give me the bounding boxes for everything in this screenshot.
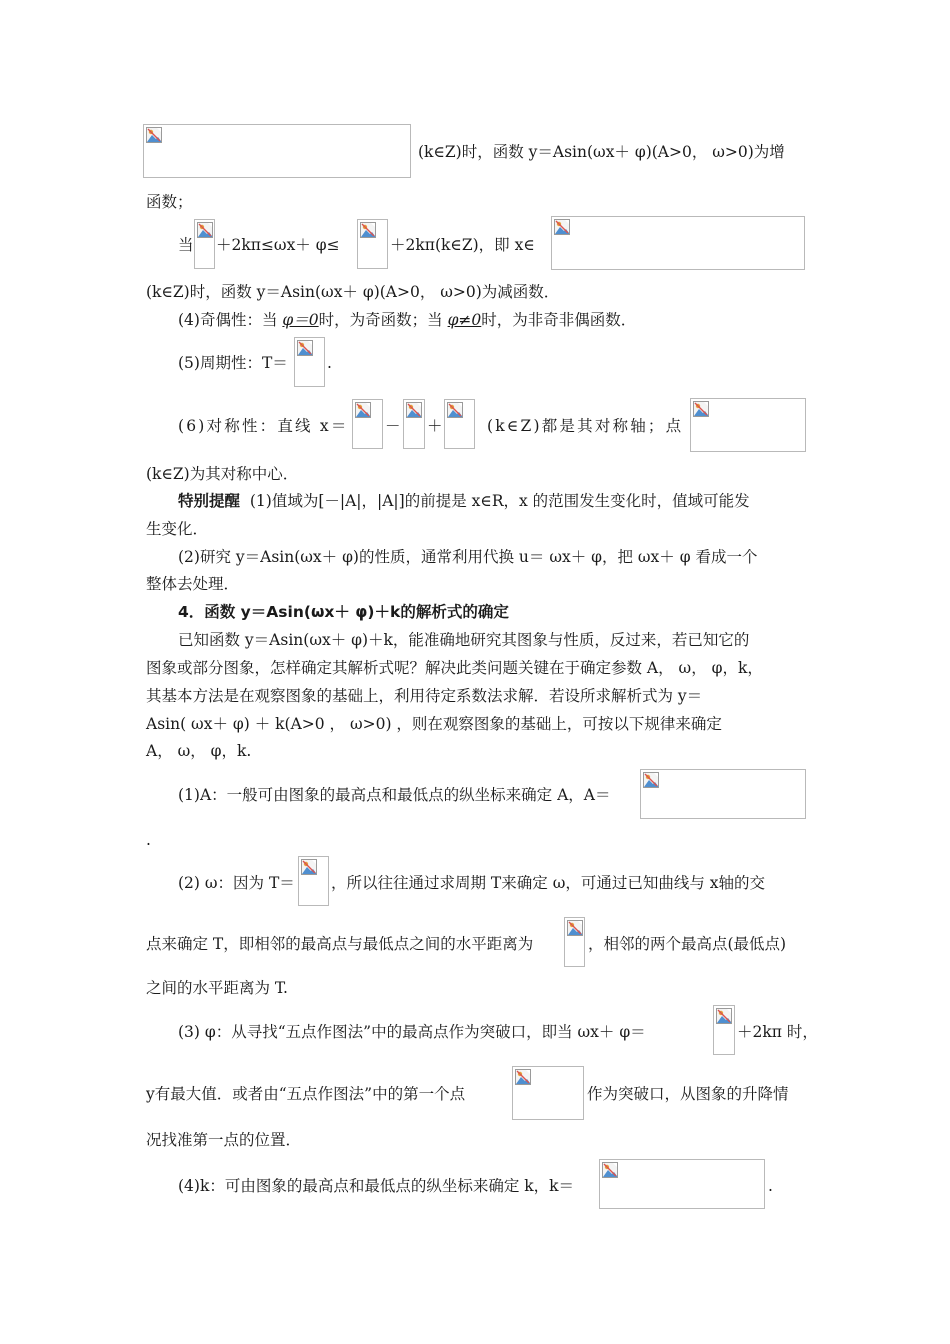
text-line: [178, 235, 194, 255]
text-run: 点来确定 T，即相邻的最高点与最低点之间的水平距离为: [146, 935, 534, 953]
text-line: [146, 658, 763, 678]
text-line: [418, 142, 785, 162]
text-run: ，所以往往通过求周期 T来确定 ω，可通过已知曲线与 x轴的交: [331, 874, 766, 892]
text-run: (1)A：一般可由图象的最高点和最低点的纵坐标来确定 A，A＝: [178, 786, 611, 804]
formula-image: [143, 124, 411, 178]
text-run: ＋2kπ≤ωx＋ φ≤: [216, 236, 340, 254]
text-run: 函数；: [146, 193, 193, 211]
formula-image: [298, 856, 329, 906]
text-run: (6)对称性：直线 x＝: [178, 417, 349, 435]
text-line: [178, 785, 610, 805]
text-run: 整体去处理．: [146, 575, 240, 593]
text-line: [327, 353, 332, 373]
text-run: (k∈Z)时，函数 y＝Asin(ωx＋ φ)(A>0， ω>0)为增: [418, 143, 785, 161]
text-line: [178, 1022, 646, 1042]
text-line: [146, 1130, 301, 1150]
text-line: [146, 1084, 465, 1104]
text-line: [216, 235, 340, 255]
broken-image-icon: [355, 402, 371, 418]
text-line: [331, 873, 765, 893]
text-run: 图象或部分图象，怎样确定其解析式呢？解决此类问题关键在于确定参数 A， ω， φ，k，: [146, 659, 763, 677]
text-line: [146, 282, 559, 302]
text-line: [146, 574, 239, 594]
formula-image: [599, 1159, 765, 1209]
text-run: 其基本方法是在观察图象的基础上，利用待定系数法求解．若设所求解析式为 y＝: [146, 687, 703, 705]
text-run: 时，为奇函数；当: [318, 311, 443, 329]
text-line: [588, 934, 786, 954]
text-run: (4)k：可由图象的最高点和最低点的纵坐标来确定 k，k＝: [178, 1177, 575, 1195]
formula-image: [551, 216, 805, 270]
underlined-condition: φ＝0: [282, 311, 319, 329]
formula-image: [352, 399, 383, 449]
text-line: [146, 978, 288, 998]
text-run: 之间的水平距离为 T.: [146, 979, 288, 997]
text-line: [178, 547, 758, 567]
formula-image: [194, 219, 215, 269]
text-run: ＋2kπ 时，: [737, 1023, 818, 1041]
text-line: [178, 630, 749, 650]
text-run: 当: [178, 236, 194, 254]
text-run: ，相邻的两个最高点(最低点): [588, 935, 787, 953]
text-run: (4)奇偶性：当: [178, 311, 278, 329]
text-run: (1)值域为[－|A|，|A|]的前提是 x∈R，x 的范围发生变化时，值域可能发: [249, 492, 750, 510]
text-run: (k∈Z)都是其对称轴；点: [487, 417, 684, 435]
text-run: .: [327, 354, 332, 372]
text-line: [178, 873, 295, 893]
underlined-condition: φ≠0: [447, 311, 482, 329]
text-run: A， ω， φ，k.: [146, 742, 252, 760]
tip-heading: 特别提醒: [178, 492, 241, 510]
text-line: [146, 464, 298, 484]
broken-image-icon: [447, 402, 463, 418]
text-run: 况找准第一点的位置．: [146, 1131, 302, 1149]
formula-image: [294, 337, 325, 387]
text-run: .: [768, 1177, 773, 1195]
text-line: [178, 491, 750, 511]
formula-image: [640, 769, 806, 819]
formula-image: [690, 398, 806, 452]
text-run: y有最大值．或者由“五点作图法”中的第一个点: [146, 1085, 466, 1103]
text-line: [427, 416, 443, 436]
text-line: [146, 830, 151, 850]
broken-image-icon: [554, 219, 570, 235]
text-run: 作为突破口，从图象的升降情: [587, 1085, 789, 1103]
text-run: Asin( ωx＋ φ) ＋ k(A>0 ， ω>0) ，则在观察图象的基础上，可按以下规律来确定: [146, 715, 722, 733]
formula-image: [357, 219, 388, 269]
text-line: [178, 1176, 574, 1196]
heading-text: 4．函数 y＝Asin(ωx＋ φ)＋k的解析式的确定: [178, 603, 509, 621]
text-line: [178, 416, 349, 436]
broken-image-icon: [301, 859, 317, 875]
text-run: 已知函数 y＝Asin(ωx＋ φ)＋k，能准确地研究其图象与性质，反过来，若已知它的: [178, 631, 750, 649]
text-run: (5)周期性：T＝: [178, 354, 288, 372]
broken-image-icon: [567, 920, 583, 936]
broken-image-icon: [197, 222, 213, 238]
text-line: [146, 741, 251, 761]
text-run: ＋: [427, 417, 443, 435]
text-line: [390, 235, 535, 255]
text-run: (k∈Z)时，函数 y＝Asin(ωx＋ φ)(A>0， ω>0)为减函数．: [146, 283, 560, 301]
text-line: [178, 310, 636, 330]
text-run: (3) φ：从寻找“五点作图法”中的最高点作为突破口，即当 ωx＋ φ＝: [178, 1023, 646, 1041]
text-run: 生变化．: [146, 520, 209, 538]
text-run: (2) ω：因为 T＝: [178, 874, 295, 892]
text-run: .: [146, 831, 151, 849]
text-line: [146, 714, 722, 734]
formula-image: [403, 399, 425, 449]
formula-image: [564, 917, 585, 967]
text-line: [487, 416, 683, 436]
broken-image-icon: [360, 222, 376, 238]
text-line: [146, 934, 533, 954]
text-line: [385, 416, 401, 436]
text-run: (k∈Z)为其对称中心．: [146, 465, 299, 483]
text-run: (2)研究 y＝Asin(ωx＋ φ)的性质，通常利用代换 u＝ ωx＋ φ，把 ωx＋ φ 看成一个: [178, 548, 758, 566]
broken-image-icon: [643, 772, 659, 788]
text-line: [146, 192, 193, 212]
broken-image-icon: [406, 402, 422, 418]
text-run: ＋2kπ(k∈Z)，即 x∈: [390, 236, 535, 254]
text-line: [587, 1084, 789, 1104]
formula-image: [512, 1066, 584, 1120]
text-line: [737, 1022, 818, 1042]
text-line: [146, 686, 702, 706]
text-line: [146, 519, 208, 539]
text-line: [178, 353, 288, 373]
text-line: [768, 1176, 773, 1196]
broken-image-icon: [716, 1008, 732, 1024]
broken-image-icon: [693, 401, 709, 417]
section-heading: [178, 602, 509, 622]
broken-image-icon: [297, 340, 313, 356]
broken-image-icon: [515, 1069, 531, 1085]
broken-image-icon: [146, 127, 162, 143]
formula-image: [444, 399, 475, 449]
formula-image: [713, 1005, 735, 1055]
text-run: 时，为非奇非偶函数．: [481, 311, 637, 329]
text-run: －: [385, 417, 401, 435]
broken-image-icon: [602, 1162, 618, 1178]
